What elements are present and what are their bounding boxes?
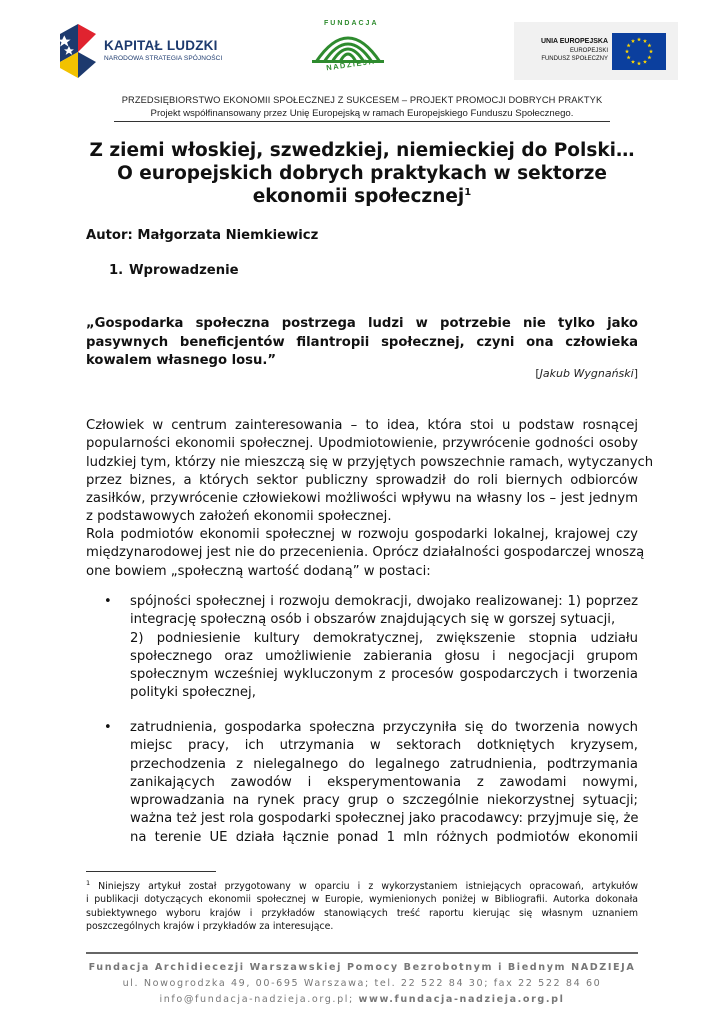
epigraph-quote <box>86 315 638 371</box>
bullet-line: na terenie UE działa łącznie ponad 1 mln różnych podmiotów ekonomii <box>130 829 638 845</box>
logo-bar <box>0 0 724 90</box>
project-header-line2: Projekt współfinansowany przez Unię Europejską w ramach Europejskiego Funduszu Społecznego. <box>150 108 574 119</box>
title-footnote-mark[interactable]: 1 <box>464 186 472 198</box>
paragraph-line: one bowiem „społeczną wartość dodaną” w postaci: <box>86 563 431 579</box>
header-divider <box>114 121 610 122</box>
quote-line: kowalem własnego losu.” <box>86 353 277 368</box>
bullet-line: zanikających zawodów i eksperymentowania z zawodami nowymi, <box>130 774 638 790</box>
eu-star-icon <box>643 60 647 64</box>
paragraph-line: Rola podmiotów ekonomii społecznej w rozwoju gospodarki lokalnej, krajowej czy <box>86 527 638 542</box>
eu-line2: EUROPEJSKI <box>569 48 608 54</box>
section-heading <box>109 263 239 278</box>
eu-star-icon <box>625 49 629 53</box>
title-line3 <box>60 185 664 208</box>
eu-star-icon <box>637 37 641 41</box>
eu-star-icon <box>631 39 635 43</box>
bullet-line: polityki społecznej, <box>130 685 256 701</box>
title-line2: O europejskich dobrych praktykach w sektorze <box>117 163 607 184</box>
eu-star-icon <box>647 43 651 47</box>
paragraph-1 <box>86 417 654 527</box>
footer-organization: Fundacja Archidiecezji Warszawskiej Pomocy Bezrobotnym i Biednym NADZIEJA <box>88 962 636 973</box>
bullet-line: spójności społecznej i rozwoju demokracji, dwojako realizowanej: 1) poprzez <box>130 594 638 609</box>
bullet-line: przechodzenia z nielegalnego do legalnego zatrudnienia, podtrzymania <box>130 756 638 772</box>
paragraph-line: z podstawowych założeń ekonomii społecznej. <box>86 509 392 525</box>
quote-attribution-name: Jakub Wygnański <box>539 367 634 380</box>
eu-star-icon <box>627 55 631 59</box>
footnote-line <box>86 877 638 893</box>
author: Autor: Małgorzata Niemkiewicz <box>86 228 319 243</box>
paragraph-line: międzynarodowej jest nie do przecenienia. Oprócz działalności gospodarczej wnoszą <box>86 545 645 561</box>
bullet-icon: • <box>104 594 112 609</box>
eu-star-icon <box>643 39 647 43</box>
nadzieja-top-text: FUNDACJA <box>324 20 379 27</box>
kapital-ludzki-title: KAPITAŁ LUDZKI <box>104 38 218 53</box>
eu-star-icon <box>647 55 651 59</box>
bullet-line: 2) podniesienie kultury demokratycznej, zwiększenie stopnia udziału <box>130 630 638 646</box>
bullet-line: społecznego oraz umożliwienie zabierania głosu i negocjacji grupom <box>130 648 638 664</box>
quote-attribution: [Jakub Wygnański] <box>535 367 638 380</box>
bullet-icon: • <box>104 720 112 735</box>
bullet-line: ważna też jest rola gospodarki społecznej jako pracodawcy: przyjmuje się, że <box>130 811 639 827</box>
footnote-line: poszczególnych krajów i przykładów za interesujące. <box>86 921 334 933</box>
footnote-line: i publikacji dotyczących ekonomii społecznej w Europie, wymienionych poniżej w Bibliografii. Autorka dokonała <box>86 894 638 906</box>
title-line1: Z ziemi włoskiej, szwedzkiej, niemieckiej do Polski… <box>89 140 635 161</box>
footer-website[interactable]: www.fundacja-nadzieja.org.pl <box>358 994 565 1005</box>
eu-line1: UNIA EUROPEJSKA <box>540 38 608 45</box>
bullet-line: wprowadzania na rynek pracy grup o szczególnie niekorzystnej sytuacji; <box>130 793 638 809</box>
footnote-mark: 1 <box>86 879 91 887</box>
section-title: Wprowadzenie <box>129 263 239 278</box>
footer-contact <box>0 994 724 1005</box>
quote-line: „Gospodarka społeczna postrzega ludzi w potrzebie nie tylko jako <box>86 316 638 331</box>
eu-star-icon <box>649 49 653 53</box>
paragraph-line: Człowiek w centrum zainteresowania – to idea, która stoi u podstaw rosnącej <box>86 418 638 433</box>
footnote <box>86 877 638 933</box>
nadzieja-logo <box>302 20 394 72</box>
footer-divider <box>86 952 638 954</box>
nadzieja-bottom-text: NADZIEJA <box>325 56 376 73</box>
footnote-line: subiektywnego wyboru krajów i przykładów stanowiących treść raportu kierując się własnym uznaniem <box>86 907 638 919</box>
paragraph-line: popularności ekonomii społecznej. Upodmiotowienie, przywrócenie godności osoby <box>86 436 638 452</box>
eu-star-icon <box>637 61 641 65</box>
paragraph-line: przez biznes, a których sektor publiczny sprowadził do roli biernych odbiorców <box>86 472 638 488</box>
bullet-line: zatrudnienia, gospodarka społeczna przyczyniła się do tworzenia nowych <box>130 720 638 735</box>
eu-star-icon <box>631 60 635 64</box>
project-header-line1: PRZEDSIĘBIORSTWO EKONOMII SPOŁECZNEJ Z SUKCESEM – PROJEKT PROMOCJI DOBRYCH PRAKTYK <box>121 95 603 105</box>
kapital-ludzki-subtitle: NARODOWA STRATEGIA SPÓJNOŚCI <box>104 55 223 62</box>
title-line3-text: ekonomii społecznej <box>252 186 465 207</box>
quote-line: pasywnych beneficjentów filantropii społecznej, czyni ona człowieka <box>86 334 638 350</box>
kapital-ludzki-logo <box>56 22 236 80</box>
bullet-line: integrację społeczną osób i obszarów znajdujących się w gorszej sytuacji, <box>130 612 616 628</box>
paragraph-line: ludzkiej tym, którzy nie mieszczą się w przyjętych powszechnie ramach, wytyczanych <box>86 454 654 470</box>
bullet-text <box>130 593 638 703</box>
footer-email[interactable]: info@fundacja-nadzieja.org.pl; <box>159 994 354 1005</box>
eu-flag-icon <box>612 33 666 70</box>
paragraph-line: zasiłków, przywrócenie człowiekowi możliwości wpływu na własny los – jest jednym <box>86 491 638 507</box>
kapital-ludzki-emblem-icon <box>56 22 100 80</box>
bullet-line: miejsc pracy, ich utrzymania w sektorach dotkniętych kryzysem, <box>130 738 638 754</box>
eu-logo <box>514 22 678 80</box>
footnote-line-text: Niniejszy artykuł został przygotowany w oparciu i z wykorzystaniem istniejących opracowań, artykułów <box>98 881 638 893</box>
footnote-divider <box>86 871 216 872</box>
bullet-text <box>130 719 638 847</box>
footer-address: ul. Nowogrodzka 49, 00-695 Warszawa; tel. 22 522 84 30; fax 22 522 84 60 <box>122 978 602 989</box>
eu-line3: FUNDUSZ SPOŁECZNY <box>541 56 608 62</box>
document-title <box>60 139 664 208</box>
paragraph-2 <box>86 526 645 581</box>
bullet-line: społecznym wcześniej wykluczonym z procesów gospodarczych i tworzenia <box>130 667 638 683</box>
section-number: 1. <box>109 263 124 278</box>
eu-star-icon <box>627 43 631 47</box>
